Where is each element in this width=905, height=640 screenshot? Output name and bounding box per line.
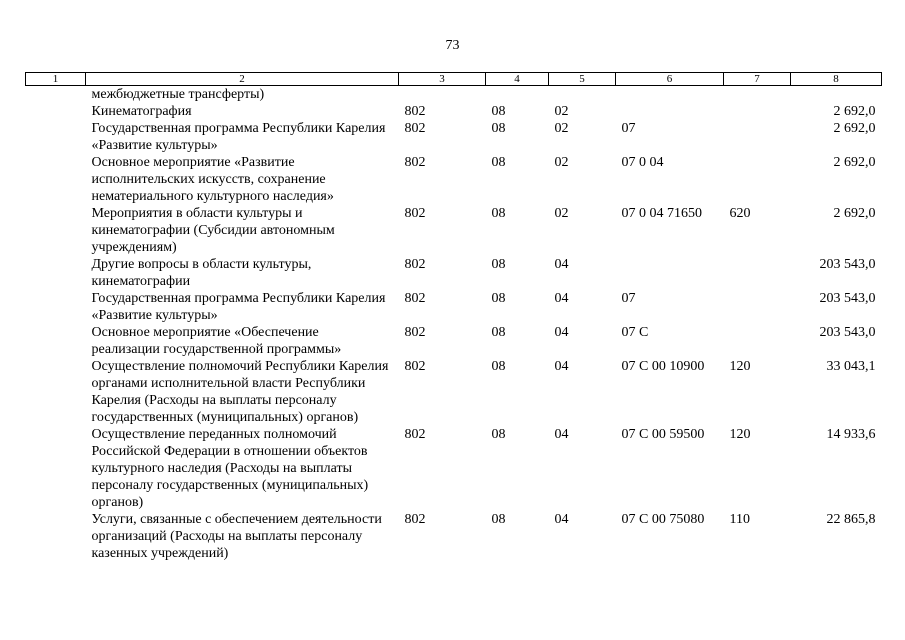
- section-code: 08: [491, 206, 506, 221]
- subsection-code: 02: [554, 121, 569, 136]
- amount: 203 543,0: [819, 325, 876, 340]
- section-code: 08: [491, 121, 506, 136]
- column-header: 2: [86, 73, 399, 86]
- section-code: 08: [491, 427, 506, 442]
- target-item-code: 07 С 00 59500: [621, 427, 705, 442]
- ministry-code: 802: [404, 427, 426, 442]
- amount: 33 043,1: [826, 359, 876, 374]
- expense-name: Кинематография: [91, 104, 192, 119]
- column-header: 8: [791, 73, 882, 86]
- expense-type-code: [724, 324, 791, 358]
- subsection-code: 04: [554, 257, 569, 272]
- amount: 14 933,6: [826, 427, 876, 442]
- ministry-code: 802: [404, 325, 426, 340]
- subsection-code: 04: [554, 512, 569, 527]
- table-row: [26, 205, 882, 256]
- table-row: [26, 511, 882, 562]
- table-row: [26, 103, 882, 120]
- ministry-code: 802: [404, 104, 426, 119]
- ministry-code: 802: [404, 512, 426, 527]
- expense-name: Услуги, связанные с обеспечением деятельности организаций (Расходы на выплаты персоналу казенных учреждений): [91, 512, 382, 561]
- expense-name: Осуществление переданных полномочий Российской Федерации в отношении объектов культурного наследия (Расходы на выплаты персоналу государственных (муниципальных) органов): [91, 427, 369, 510]
- expense-type-code: [724, 154, 791, 205]
- expense-name: Основное мероприятие «Обеспечение реализации государственной программы»: [91, 325, 342, 357]
- table-row: [26, 290, 882, 324]
- ministry-code: 802: [404, 359, 426, 374]
- section-code: [486, 86, 549, 104]
- column-header: 7: [724, 73, 791, 86]
- amount: 203 543,0: [819, 291, 876, 306]
- subsection-code: 04: [554, 291, 569, 306]
- column-header: 5: [549, 73, 616, 86]
- amount: 2 692,0: [833, 121, 876, 136]
- target-item-code: [616, 86, 724, 104]
- section-code: 08: [491, 155, 506, 170]
- expense-type-code: 120: [729, 427, 751, 442]
- expense-type-code: 620: [729, 206, 751, 221]
- column-number-header: [26, 73, 882, 86]
- target-item-code: 07: [621, 291, 636, 306]
- target-item-code: 07 С: [621, 325, 649, 340]
- column-header: 1: [26, 73, 86, 86]
- expense-type-code: [724, 290, 791, 324]
- expense-name: межбюджетные трансферты): [91, 87, 265, 102]
- subsection-code: 02: [554, 206, 569, 221]
- amount: 22 865,8: [826, 512, 876, 527]
- amount: 2 692,0: [833, 104, 876, 119]
- amount: 2 692,0: [833, 206, 876, 221]
- column-header: 3: [399, 73, 486, 86]
- amount: 2 692,0: [833, 155, 876, 170]
- section-code: 08: [491, 104, 506, 119]
- ministry-code: 802: [404, 206, 426, 221]
- budget-table: [25, 72, 882, 562]
- expense-name: Государственная программа Республики Карелия «Развитие культуры»: [91, 121, 386, 153]
- page-number: 73: [445, 38, 460, 53]
- amount: 203 543,0: [819, 257, 876, 272]
- table-row: [26, 426, 882, 511]
- target-item-code: 07 С 00 10900: [621, 359, 705, 374]
- table-row: [26, 324, 882, 358]
- target-item-code: 07: [621, 121, 636, 136]
- target-item-code: 07 0 04 71650: [621, 206, 702, 221]
- column-header: 6: [616, 73, 724, 86]
- target-item-code: [616, 103, 724, 120]
- section-code: 08: [491, 325, 506, 340]
- subsection-code: 02: [554, 104, 569, 119]
- table-row: [26, 154, 882, 205]
- expense-type-code: 120: [729, 359, 751, 374]
- expense-name: Мероприятия в области культуры и кинематографии (Субсидии автономным учреждениям): [91, 206, 335, 255]
- table-row: [26, 120, 882, 154]
- subsection-code: 04: [554, 359, 569, 374]
- expense-name: Другие вопросы в области культуры, кинематографии: [91, 257, 312, 289]
- subsection-code: 02: [554, 155, 569, 170]
- subsection-code: 04: [554, 427, 569, 442]
- column-header: 4: [486, 73, 549, 86]
- ministry-code: 802: [404, 121, 426, 136]
- table-row: [26, 256, 882, 290]
- target-item-code: 07 0 04: [621, 155, 664, 170]
- ministry-code: [399, 86, 486, 104]
- expense-type-code: [724, 120, 791, 154]
- section-code: 08: [491, 512, 506, 527]
- section-code: 08: [491, 257, 506, 272]
- expense-name: Основное мероприятие «Развитие исполнительских искусств, сохранение нематериального культурного наследия»: [91, 155, 334, 204]
- ministry-code: 802: [404, 257, 426, 272]
- expense-type-code: [724, 256, 791, 290]
- section-code: 08: [491, 291, 506, 306]
- section-code: 08: [491, 359, 506, 374]
- amount: [791, 86, 882, 104]
- target-item-code: [616, 256, 724, 290]
- table-row: [26, 358, 882, 426]
- expense-type-code: [724, 86, 791, 104]
- subsection-code: 04: [554, 325, 569, 340]
- subsection-code: [549, 86, 616, 104]
- table-row: [26, 86, 882, 104]
- target-item-code: 07 С 00 75080: [621, 512, 705, 527]
- ministry-code: 802: [404, 155, 426, 170]
- expense-type-code: 110: [729, 512, 750, 527]
- expense-name: Осуществление полномочий Республики Карелия органами исполнительной власти Республики Карелия (Расходы на выплаты персоналу государственных (муниципальных) органов): [91, 359, 389, 425]
- expense-type-code: [724, 103, 791, 120]
- expense-name: Государственная программа Республики Карелия «Развитие культуры»: [91, 291, 386, 323]
- ministry-code: 802: [404, 291, 426, 306]
